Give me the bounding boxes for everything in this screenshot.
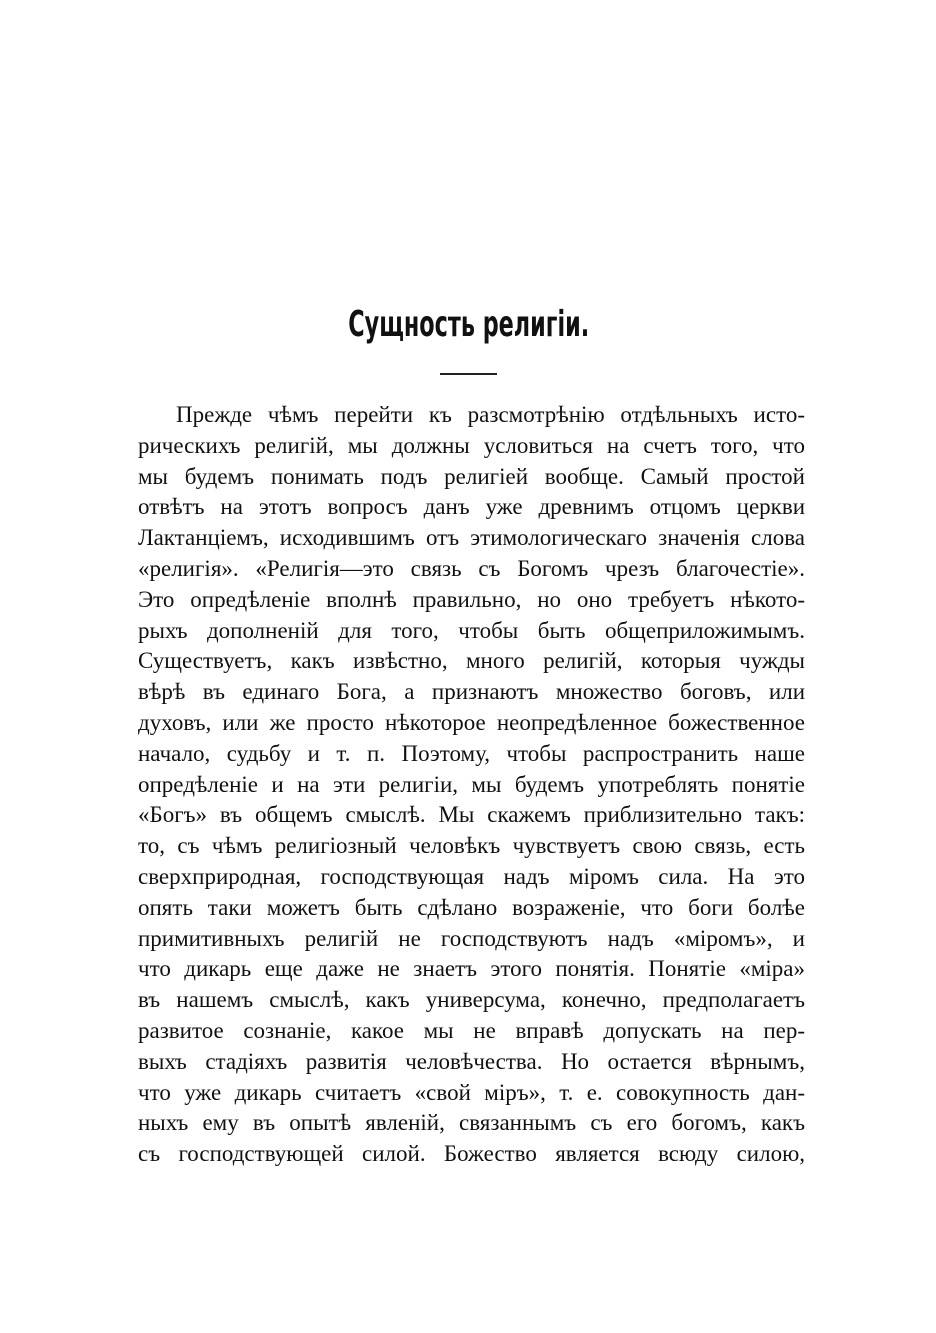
- text-line: духовъ, или же просто нѣкоторое неопредѣленное божественное: [138, 709, 805, 735]
- text-line: Существуетъ, какъ извѣстно, много религій, которыя чужды: [138, 648, 805, 674]
- body-text: [138, 400, 805, 1170]
- text-line: Прежде чѣмъ перейти къ разсмотрѣнію отдѣльныхъ исто-: [176, 402, 805, 427]
- text-line: Лактанціемъ, исходившимъ отъ этимологическаго значенія слова: [138, 525, 805, 551]
- text-line: что дикарь еще даже не знаетъ этого понятія. Понятіе «міра»: [138, 956, 805, 982]
- text-line: примитивныхъ религій не господствуютъ надъ «міромъ», и: [138, 925, 805, 951]
- text-line: Это опредѣленіе вполнѣ правильно, но оно требуетъ нѣкото-: [138, 586, 805, 612]
- text-line: рыхъ дополненій для того, чтобы быть общеприложимымъ.: [138, 617, 805, 643]
- text-line: «религія». «Религія—это связь съ Богомъ чрезъ благочестіе».: [138, 555, 805, 581]
- chapter-title: Сущность религіи.: [348, 304, 590, 345]
- text-line: вѣрѣ въ единаго Бога, а признаютъ множество боговъ, или: [138, 679, 805, 705]
- text-line: опять таки можетъ быть сдѣлано возраженіе, что боги болѣе: [138, 894, 805, 920]
- text-line: отвѣтъ на этотъ вопросъ данъ уже древнимъ отцомъ церкви: [138, 494, 805, 520]
- text-line: въ нашемъ смыслѣ, какъ универсума, конечно, предполагаетъ: [138, 987, 805, 1013]
- text-line: то, съ чѣмъ религіозный человѣкъ чувствуетъ свою связь, есть: [138, 833, 805, 859]
- title-divider: [440, 373, 497, 375]
- text-line: выхъ стадіяхъ развитія человѣчества. Но остается вѣрнымъ,: [138, 1048, 805, 1074]
- text-line: ныхъ ему въ опытѣ явленій, связаннымъ съ его богомъ, какъ: [138, 1110, 805, 1136]
- text-line: мы будемъ понимать подъ религіей вообще. Самый простой: [138, 463, 805, 489]
- text-line: что уже дикарь считаетъ «свой міръ», т. е. совокупность дан-: [138, 1079, 805, 1105]
- text-line: сверхприродная, господствующая надъ міромъ сила. На это: [138, 863, 805, 889]
- text-line: опредѣленіе и на эти религіи, мы будемъ употреблять понятіе: [138, 771, 805, 797]
- text-line: рическихъ религій, мы должны условиться на счетъ того, что: [138, 432, 805, 458]
- text-line: съ господствующей силой. Божество является всюду силою,: [138, 1141, 805, 1167]
- text-line: начало, судьбу и т. п. Поэтому, чтобы распространить наше: [138, 740, 805, 766]
- text-line: развитое сознаніе, какое мы не вправѣ допускать на пер-: [138, 1017, 805, 1043]
- text-line: «Богъ» въ общемъ смыслѣ. Мы скажемъ приблизительно такъ:: [138, 802, 805, 828]
